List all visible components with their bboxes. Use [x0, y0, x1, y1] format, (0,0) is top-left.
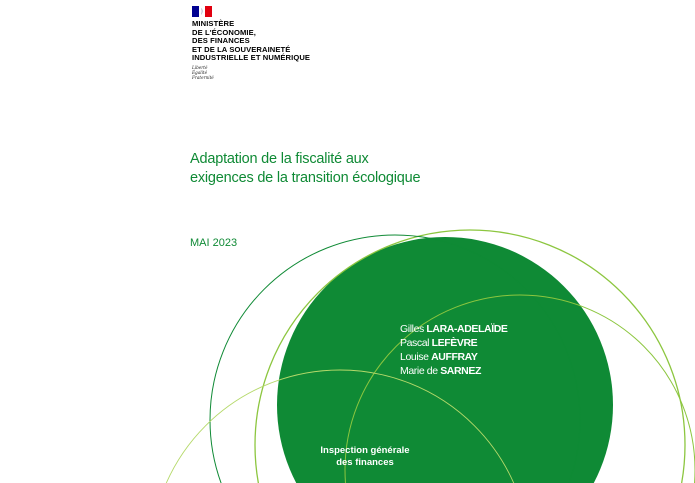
author-last-name: AUFFRAY — [431, 351, 478, 363]
author-list — [400, 322, 508, 378]
title-line: exigences de la transition écologique — [190, 170, 421, 186]
author — [400, 350, 508, 364]
ministry-logo — [192, 6, 332, 80]
author-first-name: Gilles — [400, 323, 424, 335]
ministry-line: DE L'ÉCONOMIE, — [192, 27, 256, 37]
motto-line: Fraternité — [192, 74, 214, 80]
republic-motto — [192, 65, 332, 80]
report-title — [190, 150, 420, 188]
marianne-flag-icon — [192, 6, 212, 17]
ministry-line: ET DE LA SOUVERAINETÉ — [192, 44, 291, 54]
ministry-line: DES FINANCES — [192, 36, 250, 46]
motto-line: Égalité — [192, 69, 208, 75]
ministry-line: INDUSTRIELLE ET NUMÉRIQUE — [192, 53, 311, 63]
author-last-name: LARA-ADELAÏDE — [426, 323, 508, 335]
author-first-name: Marie de — [400, 365, 438, 377]
motto-line: Liberté — [192, 64, 208, 70]
title-line: Adaptation de la fiscalité aux — [190, 151, 369, 167]
author-first-name: Louise — [400, 351, 429, 363]
ministry-line: MINISTÈRE — [192, 19, 235, 28]
author-first-name: Pascal — [400, 337, 430, 349]
author — [400, 322, 508, 336]
report-date: MAI 2023 — [190, 237, 238, 249]
organization-name — [310, 445, 420, 469]
author — [400, 364, 508, 378]
organization-line: Inspection générale — [320, 445, 410, 456]
author-last-name: LEFÈVRE — [431, 337, 478, 349]
author — [400, 336, 508, 350]
ministry-name — [192, 20, 332, 63]
author-last-name: SARNEZ — [440, 365, 481, 377]
organization-line: des finances — [336, 457, 394, 468]
